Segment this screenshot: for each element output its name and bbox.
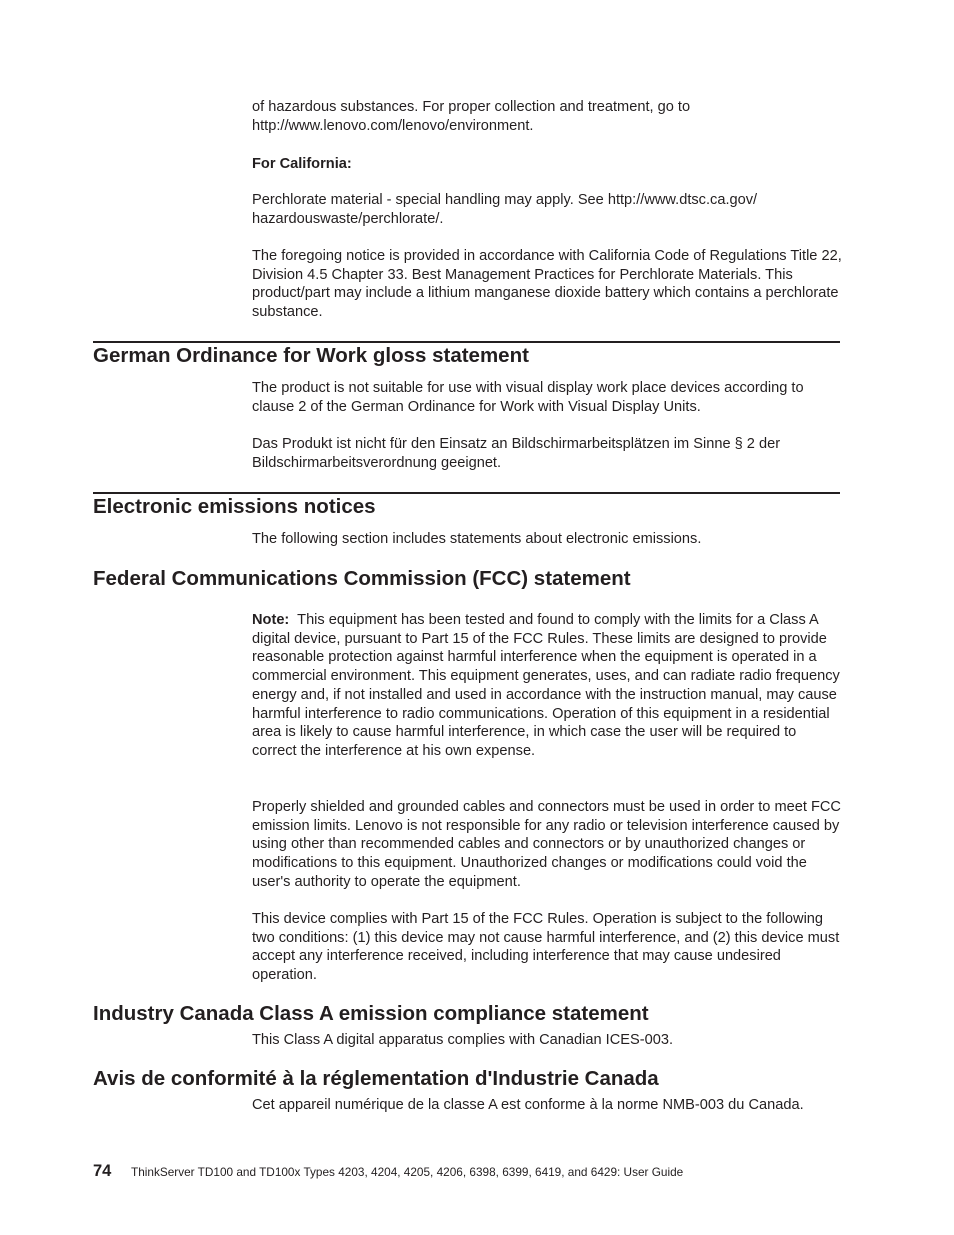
fcc-note-paragraph xyxy=(252,611,844,761)
section-divider xyxy=(93,492,840,494)
german-ordinance-heading: German Ordinance for Work gloss statement xyxy=(93,344,529,367)
california-notice-paragraph: The foregoing notice is provided in accordance with California Code of Regulations Title 22, Division 4.5 Chapter 33. Best Management Practices for Perchlorate Materials. This product/part may include a lithium manganese dioxide battery which contains a perchlorate substance. xyxy=(252,248,842,321)
industry-canada-paragraph: This Class A digital apparatus complies with Canadian ICES-003. xyxy=(252,1032,674,1048)
german-ordinance-german-paragraph: Das Produkt ist nicht für den Einsatz an Bildschirmarbeitsplätzen im Sinne § 2 der Bildschirmarbeitsverordnung geeignet. xyxy=(252,436,781,471)
hazardous-substances-paragraph: of hazardous substances. For proper collection and treatment, go to http://www.lenovo.com/lenovo/environment. xyxy=(252,99,691,134)
fcc-cables-paragraph: Properly shielded and grounded cables and connectors must be used in order to meet FCC emission limits. Lenovo is not responsible for any radio or television interference caused by using other than recommended cables and connectors or by unauthorized changes or modifications to this equipment. Unauthorized changes or modifications could void the user's authority to operate the equipment. xyxy=(252,799,841,890)
industry-canada-heading: Industry Canada Class A emission compliance statement xyxy=(93,1002,649,1025)
perchlorate-paragraph: Perchlorate material - special handling may apply. See http://www.dtsc.ca.gov/ hazardouswaste/perchlorate/. xyxy=(252,192,758,227)
footer-document-title: ThinkServer TD100 and TD100x Types 4203, 4204, 4205, 4206, 6398, 6399, 6419, and 6429: User Guide xyxy=(131,1165,684,1179)
electronic-emissions-paragraph: The following section includes statements about electronic emissions. xyxy=(252,531,702,547)
california-label: For California: xyxy=(252,156,352,172)
fcc-note-text: This equipment has been tested and found to comply with the limits for a Class A digital device, pursuant to Part 15 of the FCC Rules. These limits are designed to provide reasonable protection against harmful interference when the equipment is operated in a commercial environment. This equipment generates, uses, and can radiate radio frequency energy and, if not installed and used in accordance with the instruction manual, may cause harmful interference to radio communications. Operation of this equipment in a residential area is likely to cause harmful interference, in which case the user will be required to correct the interference at his own expense. xyxy=(252,612,840,759)
section-divider xyxy=(93,341,840,343)
avis-conformite-paragraph: Cet appareil numérique de la classe A est conforme à la norme NMB-003 du Canada. xyxy=(252,1097,804,1113)
page-number: 74 xyxy=(93,1162,112,1180)
fcc-part15-paragraph: This device complies with Part 15 of the FCC Rules. Operation is subject to the following two conditions: (1) this device may not cause harmful interference, and (2) this device must accept any interference received, including interference that may cause undesired operation. xyxy=(252,911,840,984)
german-ordinance-english-paragraph: The product is not suitable for use with visual display work place devices according to clause 2 of the German Ordinance for Work with Visual Display Units. xyxy=(252,380,804,415)
electronic-emissions-heading: Electronic emissions notices xyxy=(93,495,376,518)
avis-conformite-heading: Avis de conformité à la réglementation d'Industrie Canada xyxy=(93,1067,659,1090)
fcc-statement-heading: Federal Communications Commission (FCC) statement xyxy=(93,567,631,590)
note-label: Note: xyxy=(252,612,290,628)
